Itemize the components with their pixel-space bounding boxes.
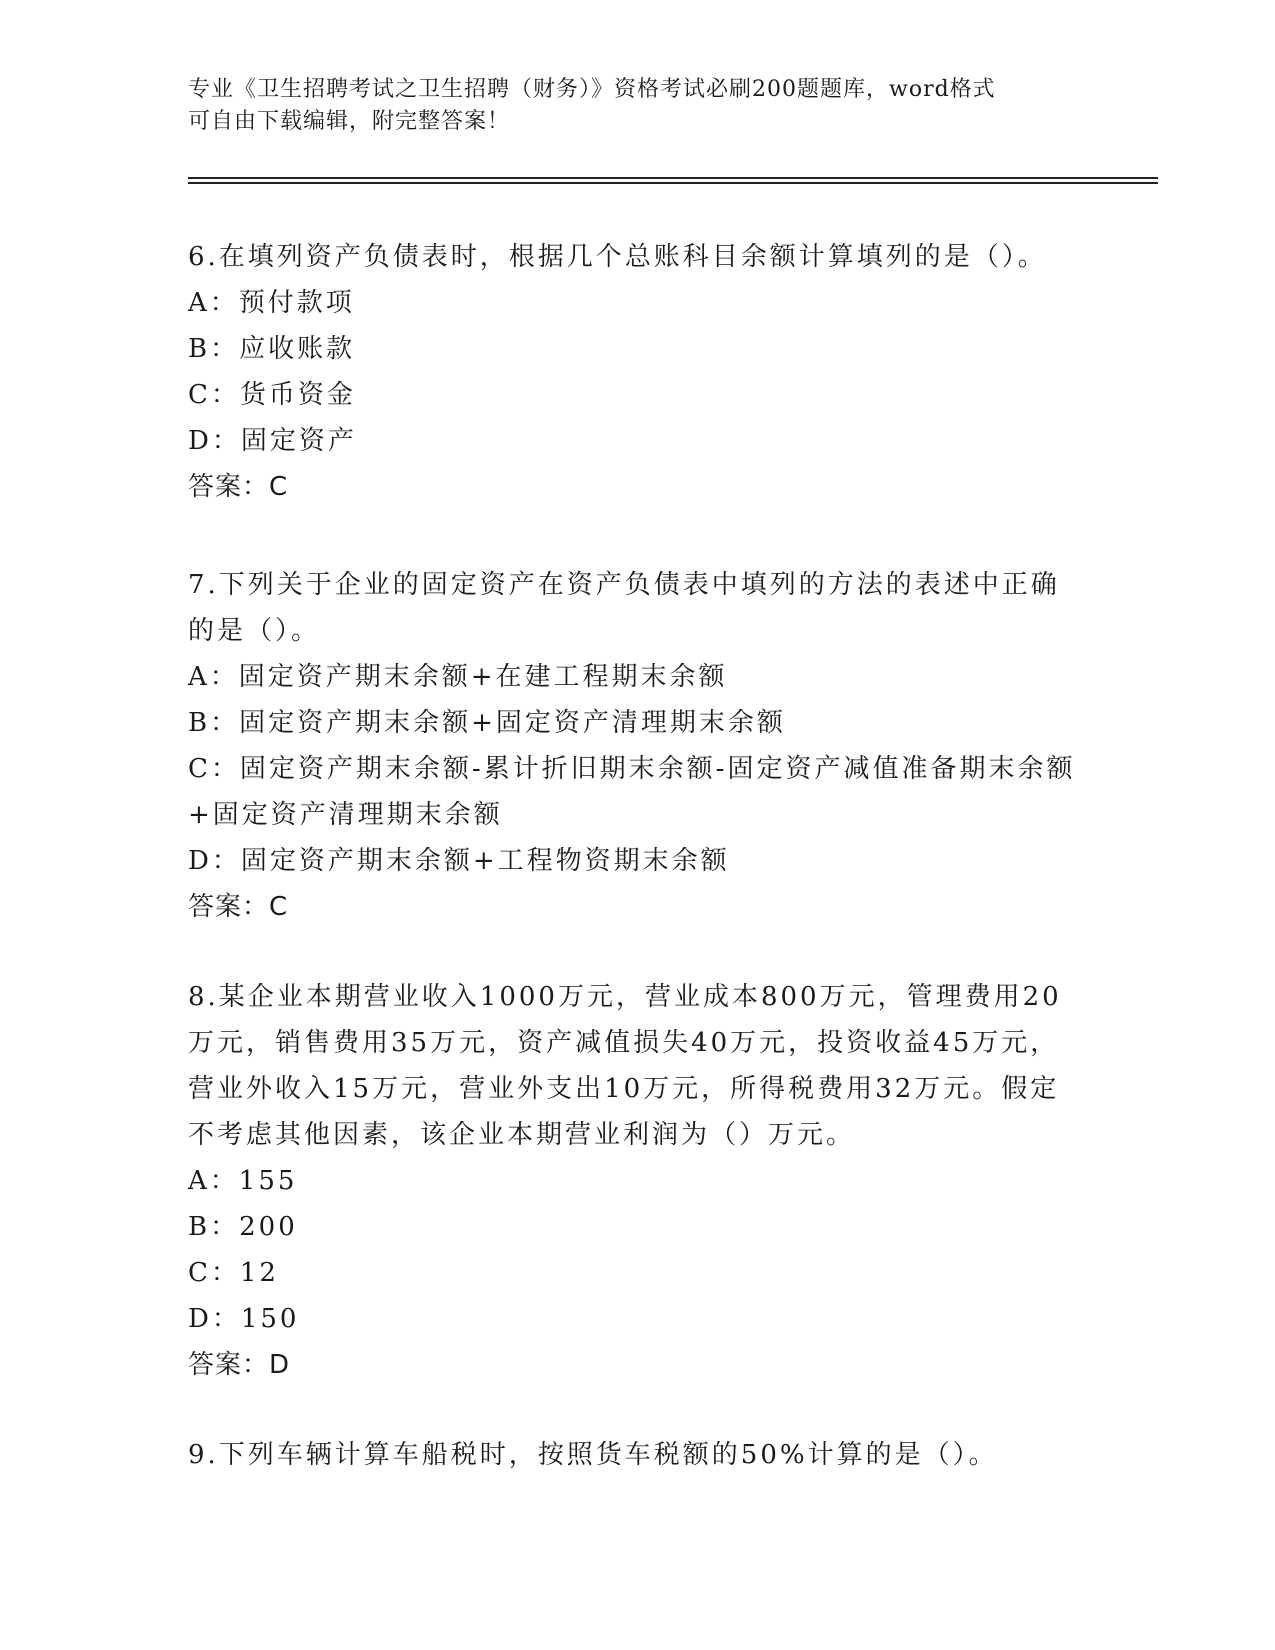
question-6: [188, 234, 1078, 510]
header-divider-top: [188, 177, 1158, 179]
header-line-1: 专业《卫生招聘考试之卫生招聘（财务）》资格考试必刷200题题库，word格式: [188, 77, 996, 102]
option-c: C：货币资金: [188, 380, 356, 410]
question-8: [188, 974, 1078, 1388]
option-d: D：固定资产: [188, 426, 357, 456]
option-a: A：155: [188, 1166, 298, 1196]
answer: 答案：C: [188, 892, 289, 922]
question-stem-continued: 的是（）。: [188, 616, 321, 646]
answer: 答案：D: [188, 1350, 291, 1380]
question-7: [188, 562, 1078, 930]
option-c: C：12: [188, 1258, 279, 1288]
question-stem: 7.下列关于企业的固定资产在资产负债表中填列的方法的表述中正确: [188, 570, 1060, 600]
question-stem-continued: 万元，销售费用35万元，资产减值损失40万元，投资收益45万元，: [188, 1028, 1060, 1058]
question-stem: 9.下列车辆计算车船税时，按照货车税额的50%计算的是（）。: [188, 1440, 998, 1470]
question-stem: 8.某企业本期营业收入1000万元，营业成本800万元，管理费用20: [188, 982, 1062, 1012]
question-stem: 6.在填列资产负债表时，根据几个总账科目余额计算填列的是（）。: [188, 242, 1047, 272]
header-divider-bottom: [188, 182, 1158, 184]
option-d: D：固定资产期末余额+工程物资期末余额: [188, 846, 730, 876]
option-b: B：200: [188, 1212, 298, 1242]
document-header: [188, 74, 1088, 138]
answer: 答案：C: [188, 472, 289, 502]
question-9: [188, 1432, 1078, 1478]
option-d: D：150: [188, 1304, 300, 1334]
option-c: C：固定资产期末余额-累计折旧期末余额-固定资产减值准备期末余额: [188, 754, 1076, 784]
option-b: B：应收账款: [188, 334, 356, 364]
option-a: A：预付款项: [188, 288, 355, 318]
option-c-continued: +固定资产清理期末余额: [188, 800, 503, 830]
question-stem-continued: 营业外收入15万元，营业外支出10万元，所得税费用32万元。假定: [188, 1074, 1060, 1104]
header-line-2: 可自由下载编辑，附完整答案！: [188, 109, 511, 134]
option-a: A：固定资产期末余额+在建工程期末余额: [188, 662, 728, 692]
option-b: B：固定资产期末余额+固定资产清理期末余额: [188, 708, 786, 738]
question-stem-continued: 不考虑其他因素，该企业本期营业利润为（）万元。: [188, 1120, 856, 1150]
